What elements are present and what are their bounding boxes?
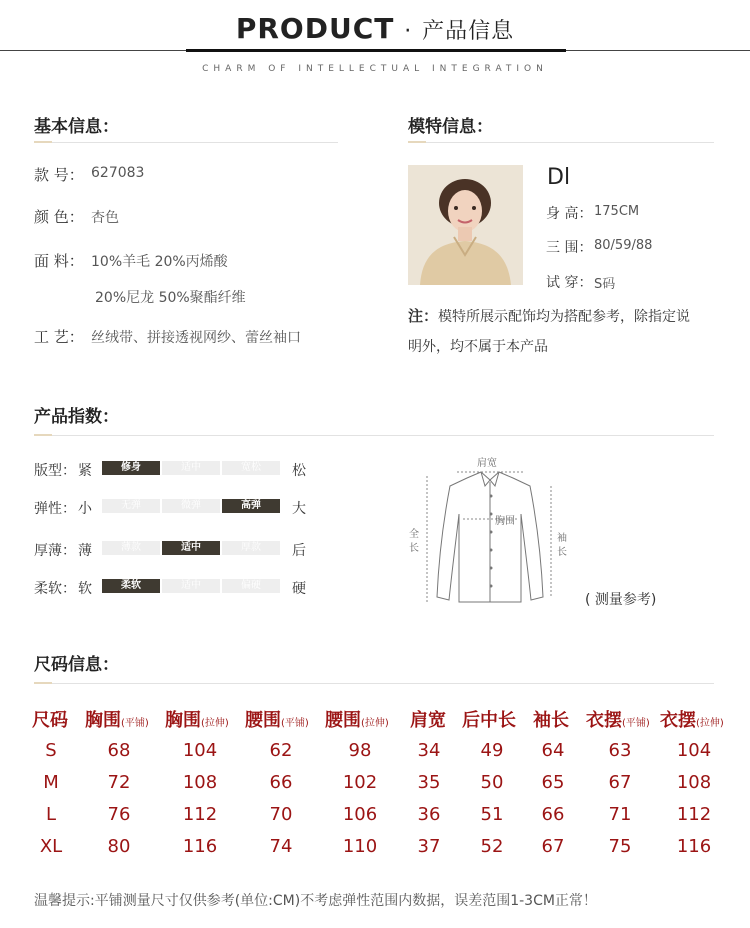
diagram-chest-label: 胸围 xyxy=(495,516,515,527)
index-row-thickness xyxy=(34,540,324,560)
index-left: 紧 xyxy=(78,463,92,479)
model-note-label: 注： xyxy=(408,307,439,325)
header-main: 袖长 xyxy=(533,710,569,731)
diagram-shoulder-label: 肩宽 xyxy=(477,458,497,469)
index-left: 软 xyxy=(78,581,92,597)
size-table-cell: 72 xyxy=(107,772,131,793)
header-main: 胸围 xyxy=(85,710,121,731)
size-table-cell: 50 xyxy=(480,772,504,793)
model-measure-value: 80/59/88 xyxy=(594,238,653,253)
index-option: 高弹 xyxy=(222,499,280,513)
header-sub: (拉伸) xyxy=(361,718,389,729)
size-table-header xyxy=(245,706,309,732)
size-info-divider xyxy=(34,683,714,684)
basic-info-title: 基本信息： xyxy=(34,117,119,137)
index-option: 宽松 xyxy=(222,461,280,475)
header-sub: (平铺) xyxy=(281,718,309,729)
size-info-accent xyxy=(34,682,52,684)
size-table-size-cell: L xyxy=(45,804,57,825)
size-table-cell: 116 xyxy=(676,836,712,857)
header-divider-bold xyxy=(186,49,566,52)
color-value: 杏色 xyxy=(91,210,119,226)
index-label: 弹性： xyxy=(34,501,76,517)
size-table-cell: 64 xyxy=(541,740,565,761)
size-table-cell: 98 xyxy=(348,740,372,761)
diagram-length-label: 全长 xyxy=(409,529,419,554)
size-table-cell: 70 xyxy=(269,804,293,825)
index-label: 柔软： xyxy=(34,581,76,597)
size-tip: 温馨提示:平铺测量尺寸仅供参考(单位:CM)不考虑弹性范围内数据，误差范围1-3CM正常！ xyxy=(34,893,597,909)
craft-value: 丝绒带、拼接透视网纱、蕾丝袖口 xyxy=(91,330,301,346)
size-table-cell: 106 xyxy=(342,804,378,825)
size-table-size-cell: XL xyxy=(39,836,63,857)
size-info-title: 尺码信息： xyxy=(34,655,119,675)
index-label: 版型： xyxy=(34,463,76,479)
index-right: 松 xyxy=(292,463,306,479)
index-row-fit xyxy=(34,460,324,480)
craft-label: 工 艺： xyxy=(34,328,84,346)
model-tried-label: 试 穿： xyxy=(546,275,593,291)
model-name: Dl xyxy=(547,165,571,190)
product-index-divider xyxy=(34,435,714,436)
size-table-cell: 75 xyxy=(608,836,632,857)
size-table-cell: 68 xyxy=(107,740,131,761)
size-table-cell: 102 xyxy=(342,772,378,793)
index-option: 微弹 xyxy=(162,499,220,513)
index-right: 大 xyxy=(292,501,306,517)
page-header-title xyxy=(0,12,750,45)
header-main: 腰围 xyxy=(325,710,361,731)
size-table-cell: 112 xyxy=(676,804,712,825)
size-table-header xyxy=(165,706,229,732)
diagram-sleeve-label: 袖长 xyxy=(557,533,567,558)
index-right: 后 xyxy=(292,543,306,559)
header-main: 尺码 xyxy=(32,710,68,731)
header-sub: (拉伸) xyxy=(696,718,724,729)
product-code-label: 款 号： xyxy=(34,166,84,184)
header-title-sep: · xyxy=(404,19,413,44)
size-table-cell: 104 xyxy=(182,740,218,761)
size-table-cell: 116 xyxy=(182,836,218,857)
shirt-diagram xyxy=(405,452,575,612)
color-label: 颜 色： xyxy=(34,208,84,226)
model-height-value: 175CM xyxy=(594,204,640,219)
size-table-cell: 49 xyxy=(480,740,504,761)
index-option: 适中 xyxy=(162,541,220,555)
header-sub: (平铺) xyxy=(121,718,149,729)
size-table-header xyxy=(660,706,724,732)
index-option: 修身 xyxy=(102,461,160,475)
header-main: 衣摆 xyxy=(660,710,696,731)
header-main: 肩宽 xyxy=(410,710,446,731)
index-option: 薄款 xyxy=(102,541,160,555)
size-table-cell: 108 xyxy=(182,772,218,793)
size-table-cell: 34 xyxy=(417,740,441,761)
shirt-outline-icon xyxy=(405,452,575,612)
size-table-cell: 112 xyxy=(182,804,218,825)
index-option: 无弹 xyxy=(102,499,160,513)
basic-info-divider xyxy=(34,142,338,143)
header-title-cn: 产品信息 xyxy=(422,19,515,44)
size-table-cell: 51 xyxy=(480,804,504,825)
size-table-cell: 76 xyxy=(107,804,131,825)
index-option: 偏硬 xyxy=(222,579,280,593)
size-table-header xyxy=(533,706,569,732)
size-table-cell: 35 xyxy=(417,772,441,793)
index-right: 硬 xyxy=(292,581,306,597)
model-tried-value: S码 xyxy=(594,277,616,292)
size-table-header xyxy=(32,706,68,732)
header-main: 后中长 xyxy=(462,710,516,731)
size-table-cell: 67 xyxy=(541,836,565,857)
size-table-cell: 108 xyxy=(676,772,712,793)
model-note xyxy=(408,305,690,326)
model-note-line1: 模特所展示配饰均为搭配参考，除指定说 xyxy=(438,309,691,325)
size-table-header xyxy=(462,706,516,732)
model-height-label: 身 高： xyxy=(546,206,593,222)
size-table-header xyxy=(85,706,149,732)
model-photo xyxy=(408,165,523,285)
fabric-label: 面 料： xyxy=(34,252,84,270)
header-main: 衣摆 xyxy=(586,710,622,731)
header-main: 腰围 xyxy=(245,710,281,731)
size-table-cell: 37 xyxy=(417,836,441,857)
size-table-size-cell: M xyxy=(43,772,59,793)
model-info-divider xyxy=(408,142,714,143)
size-table-cell: 110 xyxy=(342,836,378,857)
index-option: 厚款 xyxy=(222,541,280,555)
size-table-cell: 36 xyxy=(417,804,441,825)
size-table-size-cell: S xyxy=(45,740,57,761)
fabric-value-2: 20%尼龙 50%聚酯纤维 xyxy=(95,290,246,306)
product-index-title: 产品指数： xyxy=(34,407,119,427)
size-table-cell: 71 xyxy=(608,804,632,825)
basic-info-accent xyxy=(34,141,52,143)
size-table-cell: 66 xyxy=(269,772,293,793)
size-table-cell: 74 xyxy=(269,836,293,857)
model-info-title: 模特信息： xyxy=(408,117,493,137)
index-option: 适中 xyxy=(162,461,220,475)
index-option: 柔软 xyxy=(102,579,160,593)
product-index-accent xyxy=(34,434,52,436)
model-measure-label: 三 围： xyxy=(546,240,593,256)
index-label: 厚薄： xyxy=(34,543,76,559)
size-table-cell: 66 xyxy=(541,804,565,825)
size-table-cell: 65 xyxy=(541,772,565,793)
header-sub: (平铺) xyxy=(622,718,650,729)
header-title-en: PRODUCT xyxy=(235,12,395,45)
index-row-elasticity xyxy=(34,498,324,518)
size-table-header xyxy=(410,706,446,732)
size-table-cell: 104 xyxy=(676,740,712,761)
size-table-cell: 63 xyxy=(608,740,632,761)
index-left: 薄 xyxy=(78,543,92,559)
model-note-line2: 明外，均不属于本产品 xyxy=(408,339,548,355)
header-sub: (拉伸) xyxy=(201,718,229,729)
index-left: 小 xyxy=(78,501,92,517)
fabric-value-1: 10%羊毛 20%丙烯酸 xyxy=(91,254,228,270)
size-table-cell: 52 xyxy=(480,836,504,857)
size-table-header xyxy=(586,706,650,732)
header-subtitle: CHARM OF INTELLECTUAL INTEGRATION xyxy=(202,64,548,74)
index-row-softness xyxy=(34,578,324,598)
size-table-cell: 62 xyxy=(269,740,293,761)
size-table-header xyxy=(325,706,389,732)
product-code-value: 627083 xyxy=(91,165,145,181)
size-table-cell: 67 xyxy=(608,772,632,793)
index-option: 适中 xyxy=(162,579,220,593)
header-main: 胸围 xyxy=(165,710,201,731)
size-table-cell: 80 xyxy=(107,836,131,857)
model-info-accent xyxy=(408,141,426,143)
diagram-note: ( 测量参考) xyxy=(585,592,657,608)
